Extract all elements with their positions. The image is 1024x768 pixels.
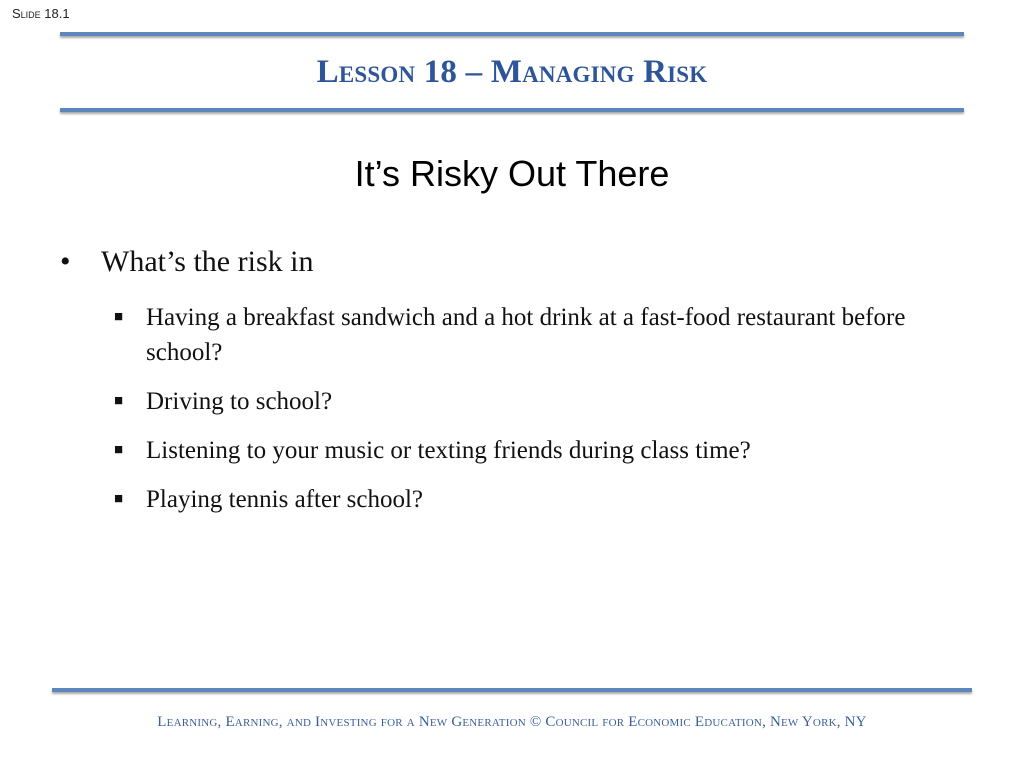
sub-bullet-text: Driving to school? [146, 388, 333, 415]
square-bullet-icon: ■ [114, 393, 124, 409]
sub-bullet-text: Listening to your music or texting friends during class time? [146, 437, 751, 464]
lesson-title: Lesson 18 – Managing Risk [316, 54, 708, 90]
header-bottom-rule [60, 108, 964, 112]
footer-rule [52, 688, 972, 692]
sub-bullet-item [112, 433, 972, 468]
slide-heading: It’s Risky Out There [354, 153, 670, 194]
sub-bullet-item [112, 384, 972, 419]
sub-bullet-text: Playing tennis after school? [146, 486, 424, 513]
sub-bullet-item [112, 482, 972, 517]
main-bullet-text: What’s the risk in [101, 245, 314, 278]
sub-bullet-item [112, 300, 972, 370]
sub-bullet-list [112, 300, 972, 531]
square-bullet-icon: ■ [114, 491, 124, 507]
footer-credit: Learning, Earning, and Investing for a New Generation © Council for Economic Education, New York, NY [157, 714, 867, 730]
bullet-icon: • [60, 245, 71, 278]
square-bullet-icon: ■ [114, 309, 124, 325]
slide-number: Slide 18.1 [12, 6, 70, 21]
sub-bullet-text: Having a breakfast sandwich and a hot drink at a fast-food restaurant before school? [146, 304, 906, 366]
square-bullet-icon: ■ [114, 442, 124, 458]
header-top-rule [60, 32, 964, 36]
